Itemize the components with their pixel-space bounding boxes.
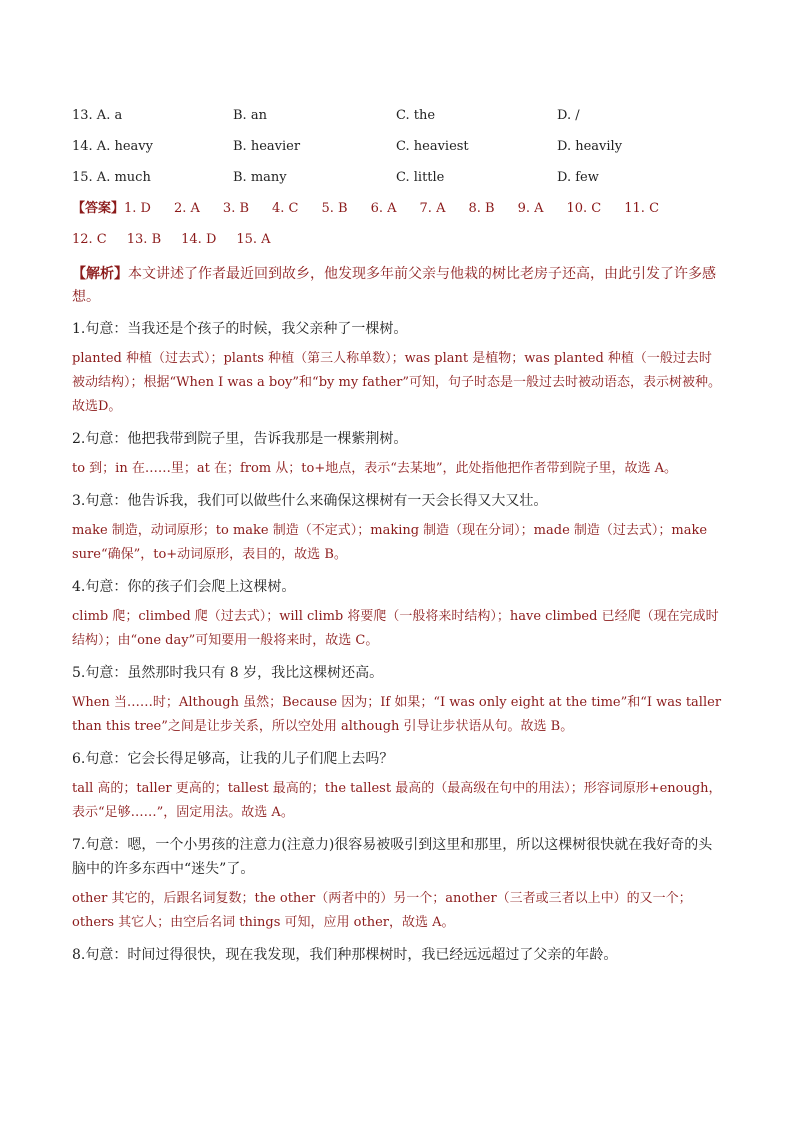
answer-item: 2. A [173,201,200,216]
answer-item: 9. A [517,201,544,216]
question-explanation [72,457,722,481]
analysis-intro-text: 本文讲述了作者最近回到故乡，他发现多年前父亲与他栽的树比老房子还高，由此引发了许多感想。 [72,266,716,305]
option-row-15 [72,162,722,193]
question-explanation [72,887,722,935]
explanation-paragraph: climb 爬；climbed 爬（过去式）；will climb 将要爬（一般将来时结构）；have climbed 已经爬（现在完成时结构）；由“one day”可知要用一般将来时，故选 C。 [72,609,719,648]
answer-item: 14. D [181,232,217,247]
analysis-items [72,317,722,967]
question-explanation [72,691,722,739]
page-content [72,100,722,967]
question-translation: 2.句意：他把我带到院子里，告诉我那是一棵紫荆树。 [72,431,408,447]
option-c: C. little [396,170,445,185]
option-a: 15. A. much [72,170,151,185]
question-translation: 6.句意：它会长得足够高，让我的儿子们爬上去吗？ [72,751,394,767]
question-translation: 8.句意：时间过得很快，现在我发现，我们种那棵树时，我已经远远超过了父亲的年龄。 [72,947,618,963]
options-block [72,100,722,193]
analysis-intro [72,263,722,309]
answer-item: 8. B [468,201,495,216]
question-translation: 5.句意：虽然那时我只有 8 岁，我比这棵树还高。 [72,665,384,681]
answer-item: 1. D [124,201,151,216]
answer-item: 4. C [272,201,299,216]
option-b: B. many [233,170,287,185]
option-d: D. few [557,170,599,185]
answer-label: 【答案】 [72,201,125,216]
explanation-paragraph: make 制造，动词原形；to make 制造（不定式）；making 制造（现在分词）；made 制造（过去式）；make sure“确保”，to+动词原形，表目的，故选 B。 [72,523,708,562]
question-explanation [72,347,722,419]
option-c: C. the [396,108,436,123]
option-d: D. heavily [557,139,623,154]
explanation-paragraph: tall 高的；taller 更高的；tallest 最高的；the tallest 最高的（最高级在句中的用法）；形容词原形+enough，表示“足够……”，固定用法。故选 A。 [72,781,722,820]
option-b: B. heavier [233,139,301,154]
question-translation: 1.句意：当我还是个孩子的时候，我父亲种了一棵树。 [72,321,408,337]
answer-item: 3. B [222,201,250,216]
option-a: 13. A. a [72,108,123,123]
analysis-label: 【解析】 [72,266,128,282]
explanation-paragraph: When 当……时；Although 虽然；Because 因为；If 如果；“I was only eight at the time”和“I was taller than this tree”之间是让步关系，所以空处用 although 引导让步状语从句。故选 B。 [72,695,722,734]
answer-item: 13. B [126,232,162,247]
option-d: D. / [557,108,580,123]
question-explanation [72,519,722,567]
answer-block [72,193,722,255]
explanation-paragraph: to 到；in 在……里；at 在；from 从；to+地点，表示“去某地”，此处指他把作者带到院子里，故选 A。 [72,461,678,476]
answer-item: 7. A [419,201,446,216]
question-translation: 7.句意：嗯，一个小男孩的注意力(注意力)很容易被吸引到这里和那里，所以这棵树很快就在我好奇的头脑中的许多东西中“迷失”了。 [72,837,713,877]
option-b: B. an [233,108,267,123]
option-c: C. heaviest [396,139,469,154]
answer-item: 12. C [72,232,107,247]
answer-line-2 [72,224,722,255]
option-row-14 [72,131,722,162]
answer-item: 6. A [370,201,397,216]
explanation-paragraph: planted 种植（过去式）；plants 种植（第三人称单数）；was plant 是植物；was planted 种植（一般过去时被动结构）；根据“When I was a boy”和“by my father”可知，句子时态是一般过去时被动语态，表示树被种。故选D。 [72,351,722,414]
option-a: 14. A. heavy [72,139,153,154]
question-explanation [72,777,722,825]
option-row-13 [72,100,722,131]
question-explanation [72,605,722,653]
explanation-paragraph: other 其它的，后跟名词复数；the other（两者中的）另一个；another（三者或三者以上中）的又一个；others 其它人；由空后名词 things 可知，应用 other，故选 A。 [72,891,692,930]
question-translation: 3.句意：他告诉我，我们可以做些什么来确保这棵树有一天会长得又大又壮。 [72,493,548,509]
answer-item: 10. C [566,201,602,216]
question-translation: 4.句意：你的孩子们会爬上这棵树。 [72,579,296,595]
answer-item: 5. B [321,201,348,216]
answer-line-1 [72,193,722,224]
answer-item: 15. A [236,232,271,247]
answer-item: 11. C [624,201,660,216]
